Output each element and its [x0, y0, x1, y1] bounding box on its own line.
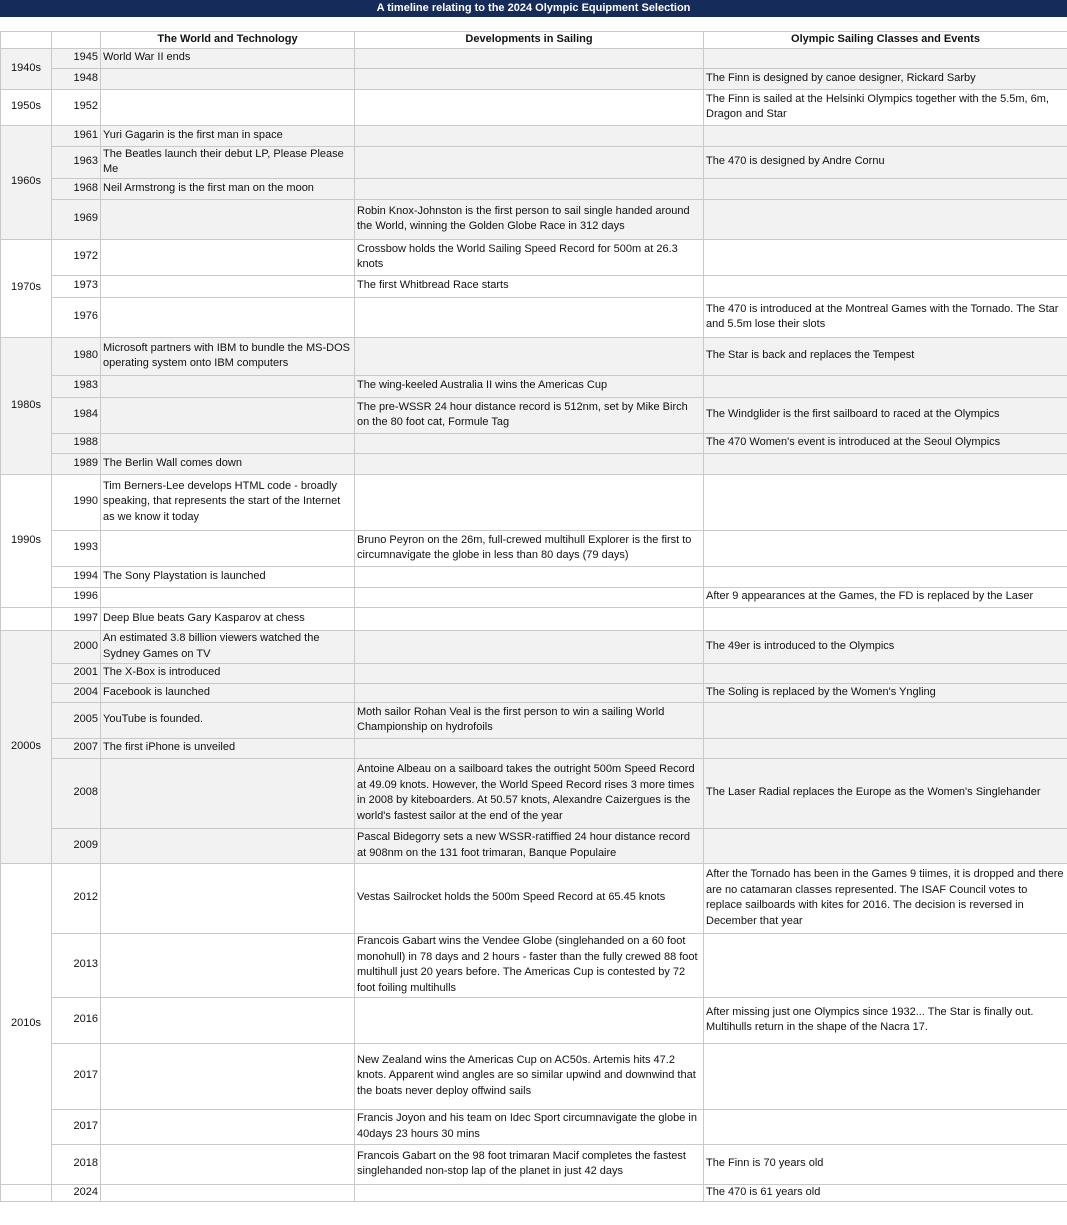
sailing-cell[interactable]: Vestas Sailrocket holds the 500m Speed Record at 65.45 knots — [355, 863, 704, 933]
table-row — [1, 433, 1067, 453]
decade-cell[interactable] — [1, 1184, 52, 1201]
sailing-cell[interactable]: Robin Knox-Johnston is the first person to sail single handed around the World, winning the Golden Globe Race in 312 days — [355, 199, 704, 239]
table-row — [1, 474, 1067, 530]
decade-header[interactable] — [1, 32, 52, 49]
sailing-cell[interactable] — [355, 125, 704, 146]
table-row — [1, 297, 1067, 337]
olympic-cell[interactable] — [704, 178, 1067, 199]
world-header[interactable]: The World and Technology — [101, 32, 355, 49]
world-cell[interactable] — [101, 433, 355, 453]
table-row — [1, 68, 1067, 89]
year-cell[interactable]: 2024 — [52, 1184, 101, 1201]
year-cell[interactable]: 1948 — [52, 68, 101, 89]
world-cell[interactable]: Yuri Gagarin is the first man in space — [101, 125, 355, 146]
world-cell[interactable] — [101, 933, 355, 997]
world-cell[interactable] — [101, 199, 355, 239]
year-cell[interactable]: 1973 — [52, 275, 101, 297]
table-row — [1, 1144, 1067, 1184]
olympic-cell[interactable]: The Windglider is the first sailboard to raced at the Olympics — [704, 397, 1067, 433]
olympic-cell[interactable] — [704, 566, 1067, 587]
table-row — [1, 239, 1067, 275]
olympic-cell[interactable] — [704, 453, 1067, 474]
sailing-cell[interactable]: Bruno Peyron on the 26m, full-crewed multihull Explorer is the first to circumnavigate the globe in less than 80 days (79 days) — [355, 530, 704, 566]
table-row — [1, 375, 1067, 397]
sailing-cell[interactable]: The first Whitbread Race starts — [355, 275, 704, 297]
olympic-header[interactable]: Olympic Sailing Classes and Events — [704, 32, 1067, 49]
sailing-cell[interactable] — [355, 178, 704, 199]
table-row — [1, 997, 1067, 1043]
olympic-cell[interactable]: The 470 Women's event is introduced at the Seoul Olympics — [704, 433, 1067, 453]
olympic-cell[interactable]: The Soling is replaced by the Women's Yngling — [704, 683, 1067, 702]
table-row — [1, 530, 1067, 566]
world-cell[interactable] — [101, 530, 355, 566]
sailing-cell[interactable] — [355, 566, 704, 587]
world-cell[interactable]: An estimated 3.8 billion viewers watched the Sydney Games on TV — [101, 630, 355, 663]
year-cell[interactable]: 1972 — [52, 239, 101, 275]
olympic-cell[interactable]: The 49er is introduced to the Olympics — [704, 630, 1067, 663]
sailing-cell[interactable] — [355, 1184, 704, 1201]
world-cell[interactable] — [101, 997, 355, 1043]
table-row — [1, 89, 1067, 125]
world-cell[interactable] — [101, 275, 355, 297]
olympic-cell[interactable]: The Finn is sailed at the Helsinki Olympics together with the 5.5m, 6m, Dragon and Star — [704, 89, 1067, 125]
table-row — [1, 275, 1067, 297]
sailing-cell[interactable] — [355, 48, 704, 68]
table-row — [1, 587, 1067, 607]
table-row — [1, 863, 1067, 933]
year-cell[interactable]: 1996 — [52, 587, 101, 607]
table-row — [1, 607, 1067, 630]
table-row — [1, 683, 1067, 702]
olympic-cell[interactable]: The 470 is 61 years old — [704, 1184, 1067, 1201]
world-cell[interactable]: Facebook is launched — [101, 683, 355, 702]
world-cell[interactable]: Tim Berners-Lee develops HTML code - broadly speaking, that represents the start of the Internet as we know it today — [101, 474, 355, 530]
sailing-cell[interactable] — [355, 297, 704, 337]
table-row — [1, 453, 1067, 474]
table-row — [1, 1109, 1067, 1144]
olympic-cell[interactable]: The 470 is designed by Andre Cornu — [704, 146, 1067, 178]
table-row — [1, 566, 1067, 587]
world-cell[interactable]: The Berlin Wall comes down — [101, 453, 355, 474]
world-cell[interactable] — [101, 397, 355, 433]
olympic-cell[interactable] — [704, 738, 1067, 758]
year-cell[interactable]: 2001 — [52, 663, 101, 683]
olympic-cell[interactable] — [704, 702, 1067, 738]
olympic-cell[interactable] — [704, 474, 1067, 530]
year-cell[interactable]: 2013 — [52, 933, 101, 997]
sailing-cell[interactable]: Moth sailor Rohan Veal is the first person to win a sailing World Championship on hydrofoils — [355, 702, 704, 738]
sailing-cell[interactable]: Francis Joyon and his team on Idec Sport circumnavigate the globe in 40days 23 hours 30 mins — [355, 1109, 704, 1144]
world-cell[interactable]: Deep Blue beats Gary Kasparov at chess — [101, 607, 355, 630]
year-cell[interactable]: 2008 — [52, 758, 101, 828]
year-cell[interactable]: 1952 — [52, 89, 101, 125]
year-cell[interactable]: 1976 — [52, 297, 101, 337]
olympic-cell[interactable]: The Star is back and replaces the Tempest — [704, 337, 1067, 375]
table-row — [1, 630, 1067, 663]
year-cell[interactable]: 2005 — [52, 702, 101, 738]
olympic-cell[interactable] — [704, 1043, 1067, 1109]
table-row — [1, 1043, 1067, 1109]
sailing-cell[interactable]: The pre-WSSR 24 hour distance record is 512nm, set by Mike Birch on the 80 foot cat, Formule Tag — [355, 397, 704, 433]
olympic-cell[interactable] — [704, 933, 1067, 997]
olympic-cell[interactable] — [704, 48, 1067, 68]
table-row — [1, 702, 1067, 738]
table-row — [1, 1184, 1067, 1201]
year-cell[interactable]: 1984 — [52, 397, 101, 433]
year-cell[interactable]: 2009 — [52, 828, 101, 863]
decade-cell[interactable] — [1, 607, 52, 630]
olympic-cell[interactable]: The Finn is 70 years old — [704, 1144, 1067, 1184]
year-cell[interactable]: 1994 — [52, 566, 101, 587]
olympic-cell[interactable]: The Laser Radial replaces the Europe as the Women's Singlehander — [704, 758, 1067, 828]
sheet-title: A timeline relating to the 2024 Olympic Equipment Selection — [0, 0, 1067, 17]
olympic-cell[interactable]: After the Tornado has been in the Games 9 tiimes, it is dropped and there are no catamaran classes represented. The ISAF Council votes to replace sailboards with kites for 2016. The decision is reversed in December that year — [704, 863, 1067, 933]
year-cell[interactable]: 1993 — [52, 530, 101, 566]
olympic-cell[interactable]: The 470 is introduced at the Montreal Games with the Tornado. The Star and 5.5m lose their slots — [704, 297, 1067, 337]
decade-cell[interactable]: 1990s — [1, 474, 52, 607]
olympic-cell[interactable] — [704, 275, 1067, 297]
olympic-cell[interactable] — [704, 607, 1067, 630]
sailing-cell[interactable] — [355, 453, 704, 474]
olympic-cell[interactable] — [704, 199, 1067, 239]
table-row — [1, 663, 1067, 683]
world-cell[interactable]: World War II ends — [101, 48, 355, 68]
year-cell[interactable]: 2018 — [52, 1144, 101, 1184]
olympic-cell[interactable] — [704, 125, 1067, 146]
decade-cell[interactable]: 1960s — [1, 125, 52, 239]
world-cell[interactable] — [101, 68, 355, 89]
year-cell[interactable]: 1983 — [52, 375, 101, 397]
sailing-cell[interactable] — [355, 474, 704, 530]
year-cell[interactable]: 1980 — [52, 337, 101, 375]
year-cell[interactable]: 2012 — [52, 863, 101, 933]
table-row — [1, 758, 1067, 828]
decade-cell[interactable]: 2010s — [1, 863, 52, 1184]
year-cell[interactable]: 1963 — [52, 146, 101, 178]
sailing-cell[interactable] — [355, 997, 704, 1043]
sailing-cell[interactable] — [355, 630, 704, 663]
decade-cell[interactable]: 1940s — [1, 48, 52, 89]
table-row — [1, 738, 1067, 758]
world-cell[interactable] — [101, 1109, 355, 1144]
sailing-cell[interactable] — [355, 89, 704, 125]
year-cell[interactable]: 1968 — [52, 178, 101, 199]
table-row — [1, 146, 1067, 178]
sailing-cell[interactable]: New Zealand wins the Americas Cup on AC50s. Artemis hits 47.2 knots. Apparent wind angles are so similar upwind and downwind that the boats never deploy offwind sails — [355, 1043, 704, 1109]
year-cell[interactable]: 2007 — [52, 738, 101, 758]
world-cell[interactable]: Microsoft partners with IBM to bundle the MS-DOS operating system onto IBM computers — [101, 337, 355, 375]
table-row — [1, 48, 1067, 68]
world-cell[interactable] — [101, 89, 355, 125]
world-cell[interactable]: Neil Armstrong is the first man on the moon — [101, 178, 355, 199]
decade-cell[interactable]: 1970s — [1, 239, 52, 337]
olympic-cell[interactable] — [704, 239, 1067, 275]
world-cell[interactable] — [101, 587, 355, 607]
year-cell[interactable]: 2017 — [52, 1043, 101, 1109]
year-cell[interactable]: 1989 — [52, 453, 101, 474]
world-cell[interactable]: The X-Box is introduced — [101, 663, 355, 683]
sailing-cell[interactable] — [355, 587, 704, 607]
table-row — [1, 178, 1067, 199]
world-cell[interactable] — [101, 1043, 355, 1109]
table-row — [1, 828, 1067, 863]
olympic-cell[interactable] — [704, 375, 1067, 397]
year-cell[interactable]: 2016 — [52, 997, 101, 1043]
header-row — [1, 32, 1067, 49]
decade-cell[interactable]: 2000s — [1, 630, 52, 863]
world-cell[interactable] — [101, 758, 355, 828]
year-header[interactable] — [52, 32, 101, 49]
world-cell[interactable]: The Beatles launch their debut LP, Please Please Me — [101, 146, 355, 178]
year-cell[interactable]: 1997 — [52, 607, 101, 630]
year-cell[interactable]: 2004 — [52, 683, 101, 702]
world-cell[interactable]: The Sony Playstation is launched — [101, 566, 355, 587]
world-cell[interactable] — [101, 1144, 355, 1184]
sailing-cell[interactable]: Francois Gabart wins the Vendee Globe (singlehanded on a 60 foot monohull) in 78 days and 2 hours - faster than the fully crewed 88 foot multihull just 20 years before. The Americas Cup is contested by 72 foot foiling multihulls — [355, 933, 704, 997]
olympic-cell[interactable]: The Finn is designed by canoe designer, Rickard Sarby — [704, 68, 1067, 89]
sailing-cell[interactable] — [355, 68, 704, 89]
world-cell[interactable]: YouTube is founded. — [101, 702, 355, 738]
sailing-cell[interactable] — [355, 663, 704, 683]
sailing-cell[interactable] — [355, 433, 704, 453]
year-cell[interactable]: 1961 — [52, 125, 101, 146]
sailing-cell[interactable]: Antoine Albeau on a sailboard takes the outright 500m Speed Record at 49.09 knots. However, the World Speed Record rises 3 more times in 2008 by kiteboarders. At 50.57 knots, Alexandre Caizergues is the world's fastest sailor at the end of the year — [355, 758, 704, 828]
timeline-table — [0, 31, 1067, 1202]
year-cell[interactable]: 2000 — [52, 630, 101, 663]
year-cell[interactable]: 2017 — [52, 1109, 101, 1144]
world-cell[interactable] — [101, 375, 355, 397]
world-cell[interactable] — [101, 1184, 355, 1201]
year-cell[interactable]: 1988 — [52, 433, 101, 453]
sailing-header[interactable]: Developments in Sailing — [355, 32, 704, 49]
world-cell[interactable] — [101, 863, 355, 933]
olympic-cell[interactable] — [704, 1109, 1067, 1144]
sailing-cell[interactable] — [355, 337, 704, 375]
olympic-cell[interactable]: After missing just one Olympics since 1932... The Star is finally out. Multihulls return in the shape of the Nacra 17. — [704, 997, 1067, 1043]
year-cell[interactable]: 1990 — [52, 474, 101, 530]
world-cell[interactable] — [101, 239, 355, 275]
sailing-cell[interactable]: Crossbow holds the World Sailing Speed Record for 500m at 26.3 knots — [355, 239, 704, 275]
sailing-cell[interactable] — [355, 607, 704, 630]
sailing-cell[interactable] — [355, 738, 704, 758]
year-cell[interactable]: 1969 — [52, 199, 101, 239]
table-row — [1, 397, 1067, 433]
world-cell[interactable] — [101, 297, 355, 337]
table-row — [1, 337, 1067, 375]
decade-cell[interactable]: 1950s — [1, 89, 52, 125]
sailing-cell[interactable]: Francois Gabart on the 98 foot trimaran Macif completes the fastest singlehanded non-stop lap of the planet in just 42 days — [355, 1144, 704, 1184]
table-row — [1, 199, 1067, 239]
year-cell[interactable]: 1945 — [52, 48, 101, 68]
decade-cell[interactable]: 1980s — [1, 337, 52, 474]
table-row — [1, 125, 1067, 146]
olympic-cell[interactable] — [704, 828, 1067, 863]
sailing-cell[interactable]: Pascal Bidegorry sets a new WSSR-ratiffied 24 hour distance record at 908nm on the 131 foot trimaran, Banque Populaire — [355, 828, 704, 863]
sailing-cell[interactable] — [355, 146, 704, 178]
blank-row — [0, 17, 1067, 32]
world-cell[interactable]: The first iPhone is unveiled — [101, 738, 355, 758]
olympic-cell[interactable]: After 9 appearances at the Games, the FD is replaced by the Laser — [704, 587, 1067, 607]
table-row — [1, 933, 1067, 997]
olympic-cell[interactable] — [704, 663, 1067, 683]
sailing-cell[interactable] — [355, 683, 704, 702]
sailing-cell[interactable]: The wing-keeled Australia II wins the Americas Cup — [355, 375, 704, 397]
olympic-cell[interactable] — [704, 530, 1067, 566]
world-cell[interactable] — [101, 828, 355, 863]
